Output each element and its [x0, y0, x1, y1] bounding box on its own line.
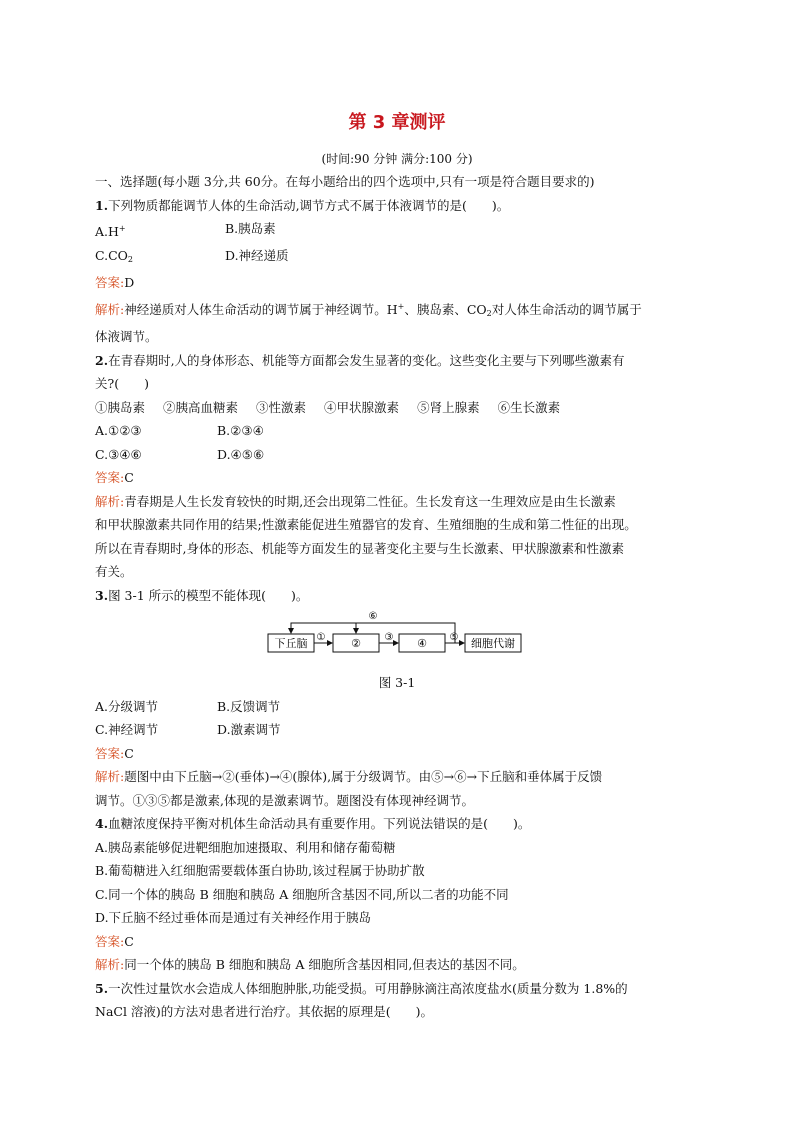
option-a: A.①②③ [95, 423, 142, 438]
question-4-explanation: 解析:同一个体的胰岛 B 细胞和胰岛 A 细胞所含基因相同,但表达的基因不同。 [95, 957, 525, 972]
option-c: C.同一个体的胰岛 B 细胞和胰岛 A 细胞所含基因不同,所以二者的功能不同 [95, 886, 509, 902]
question-1-options-ab [95, 217, 715, 244]
question-2-items: ①胰岛素 ②胰高血糖素 ③性激素 ④甲状腺激素 ⑤肾上腺素 ⑥生长激素 [95, 399, 561, 415]
question-2-stem-cont: 关?( ) [95, 376, 149, 391]
option-a: A.H+ [95, 224, 126, 239]
question-4-stem: 4.血糖浓度保持平衡对机体生命活动具有重要作用。下列说法错误的是( )。 [95, 816, 531, 831]
question-3-options-ab [95, 695, 715, 719]
option-a: A.分级调节 [95, 698, 159, 714]
question-2-options-ab [95, 419, 715, 443]
exam-time-score: (时间:90 分钟 满分:100 分) [321, 152, 473, 166]
section-heading: 一、选择题(每小题 3分,共 60分。在每小题给出的四个选项中,只有一项是符合题目要求的) [95, 174, 595, 189]
figure-caption: 图 3-1 [378, 675, 416, 690]
option-a: A.胰岛素能够促进靶细胞加速摄取、利用和储存葡萄糖 [95, 839, 396, 855]
question-3-explanation-cont: 调节。①③⑤都是激素,体现的是激素调节。题图没有体现神经调节。 [95, 792, 474, 808]
option-d: D.激素调节 [217, 722, 281, 737]
question-1-answer: 答案:D [95, 275, 135, 290]
question-2-explanation-cont: 所以在青春期时,身体的形态、机能等方面发生的显著变化主要与生长激素、甲状腺激素和性激素 [95, 540, 624, 556]
box-2-label: ② [351, 637, 361, 650]
option-d: D.神经递质 [225, 247, 289, 263]
question-2-explanation-cont: 有关。 [95, 564, 133, 579]
question-2-explanation-cont: 和甲状腺激素共同作用的结果;性激素能促进生殖器官的发育、生殖细胞的生成和第二性征的出现。 [95, 517, 637, 532]
question-1-explanation-cont: 体液调节。 [95, 329, 158, 344]
option-b: B.葡萄糖进入红细胞需要载体蛋白协助,该过程属于协助扩散 [95, 863, 425, 878]
question-2-answer: 答案:C [95, 470, 134, 485]
feedback-label: ⑥ [368, 611, 378, 622]
option-b: B.胰岛素 [225, 221, 276, 236]
option-c: C.神经调节 [95, 722, 159, 737]
box-hypothalamus-label: 下丘脑 [274, 637, 308, 650]
box-4-label: ④ [417, 637, 427, 650]
question-2-stem: 2.在青春期时,人的身体形态、机能等方面都会发生显著的变化。这些变化主要与下列哪些激素有 [95, 352, 625, 368]
regulation-diagram [265, 609, 535, 671]
option-b: B.②③④ [217, 423, 264, 438]
box-cell-metabolism-label: 细胞代谢 [471, 637, 515, 650]
option-d: D.④⑤⑥ [217, 446, 265, 462]
question-4-answer: 答案:C [95, 933, 134, 949]
arrow-3-label: ③ [384, 632, 394, 643]
figure-3-1 [265, 609, 715, 671]
question-2-options-cd [95, 443, 715, 467]
arrow-5-label: ⑤ [449, 632, 459, 643]
question-1-options-cd [95, 244, 715, 272]
question-3-explanation: 解析:题图中由下丘脑→②(垂体)→④(腺体),属于分级调节。由⑤→⑥→下丘脑和垂体属于反馈 [95, 769, 603, 784]
question-content [95, 170, 715, 1024]
question-5-stem: 5.一次性过量饮水会造成人体细胞肿胀,功能受损。可用静脉滴注高浓度盐水(质量分数为 1.8%的 [95, 980, 628, 996]
option-d: D.下丘脑不经过垂体而是通过有关神经作用于胰岛 [95, 910, 372, 925]
question-1-explanation: 解析:神经递质对人体生命活动的调节属于神经调节。H+、胰岛素、$CO_2$对人体生命活动的调节属于 [95, 301, 642, 318]
question-1-stem: 1.下列物质都能调节人体的生命活动,调节方式不属于体液调节的是( )。 [95, 197, 510, 213]
option-c: $C.CO_2$ [95, 247, 133, 264]
question-3-options-cd [95, 718, 715, 742]
arrow-1-label: ① [316, 632, 326, 643]
option-b: B.反馈调节 [217, 698, 281, 714]
question-2-explanation: 解析:青春期是人生长发育较快的时期,还会出现第二性征。生长发育这一生理效应是由生长激素 [95, 493, 616, 509]
page-title: 第 3 章测评 [348, 112, 446, 133]
question-3-stem: 3.图 3-1 所示的模型不能体现( )。 [95, 587, 309, 603]
option-c: C.③④⑥ [95, 446, 142, 462]
question-3-answer: 答案:C [95, 745, 134, 761]
question-5-stem-cont: NaCl 溶液)的方法对患者进行治疗。其依据的原理是( )。 [95, 1004, 434, 1019]
